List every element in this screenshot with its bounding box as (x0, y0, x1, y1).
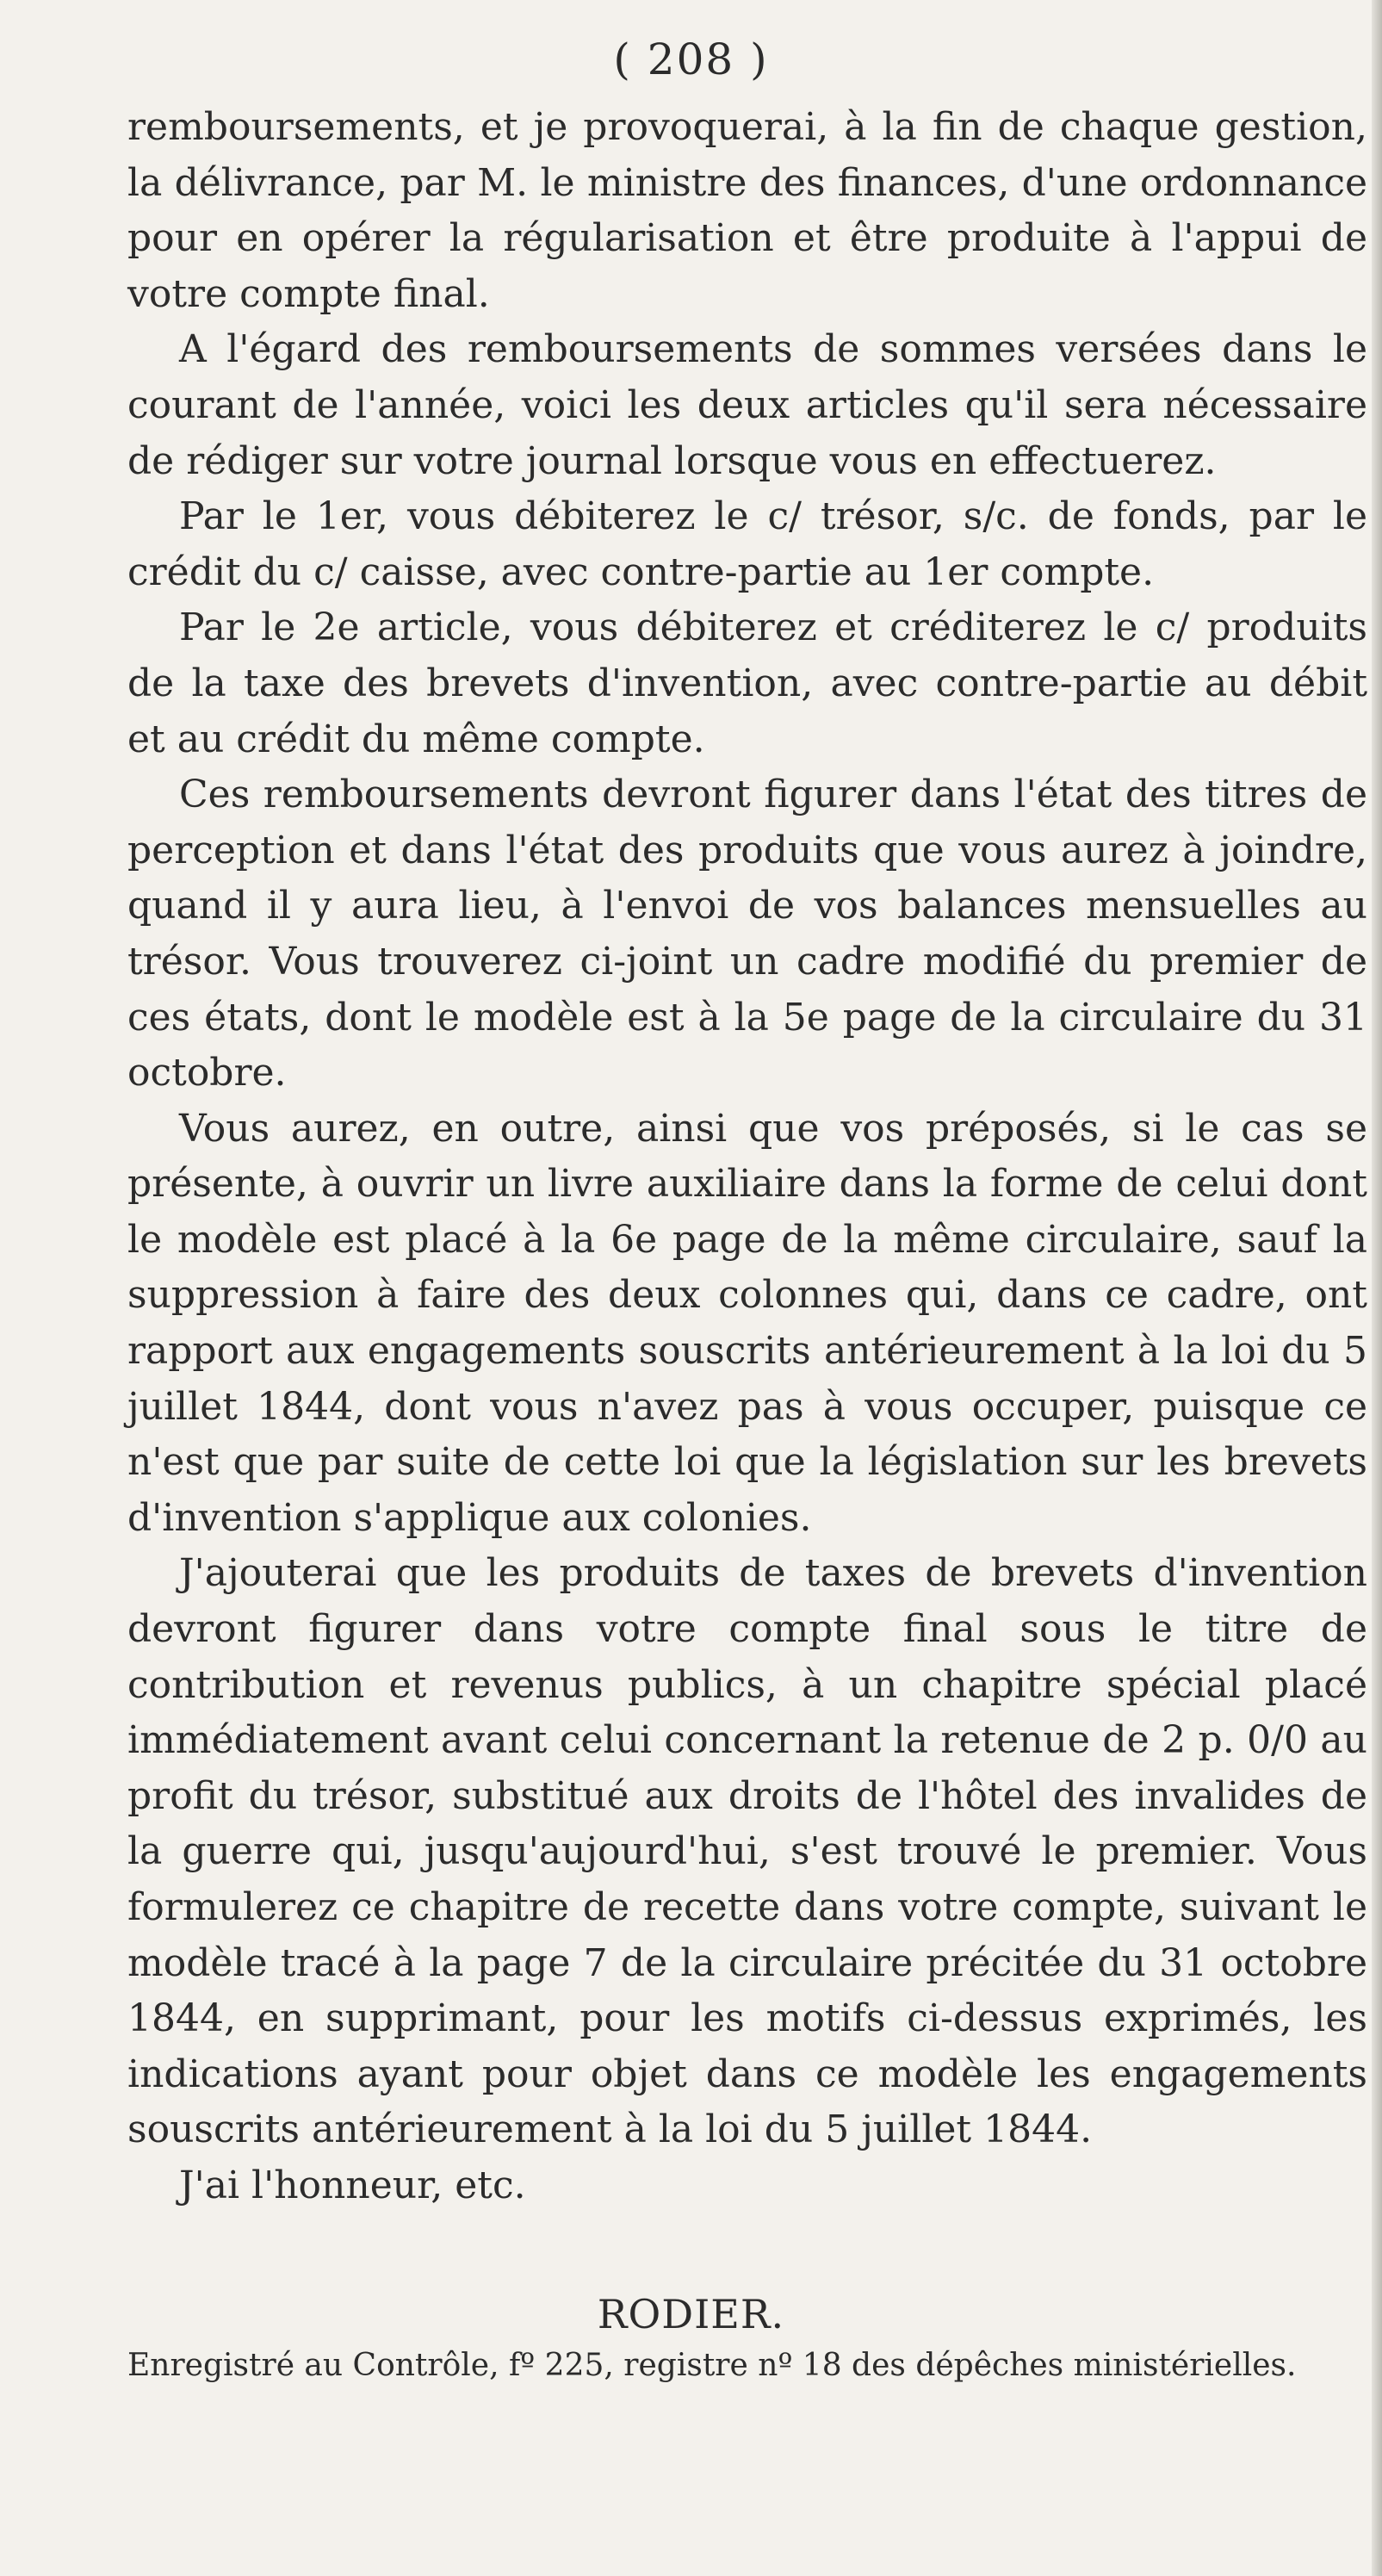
signature: RODIER. (597, 2291, 785, 2337)
body-text (127, 100, 1367, 2214)
paragraph-5: Ces remboursements devront figurer dans l'état des titres de perception et dans l'état des produits que vous aurez à joindre, quand il y aura lieu, à l'envoi de vos balances mensuelles au trésor. Vous trouverez ci-joint un cadre modifié du premier de ces états, dont le modèle est à la 5e page de la circulaire du 31 octobre. (127, 773, 1367, 1096)
page-edge-shadow (1372, 0, 1382, 2576)
paragraph-2: A l'égard des remboursements de sommes versées dans le courant de l'année, voici les deux articles qu'il sera nécessaire de rédiger sur votre journal lorsque vous en effectuerez. (127, 327, 1367, 483)
registry-note: Enregistré au Contrôle, fº 225, registre nº 18 des dépêches ministérielles. (127, 2348, 1297, 2383)
paragraph-7: J'ajouterai que les produits de taxes de brevets d'invention devront figurer dans votre compte final sous le titre de contribution et revenus publics, à un chapitre spécial placé immédiatement avant celui concernant la retenue de 2 p. 0/0 au profit du trésor, substitué aux droits de l'hôtel des invalides de la guerre qui, jusqu'aujourd'hui, s'est trouvé le premier. Vous formulerez ce chapitre de recette dans votre compte, suivant le modèle tracé à la page 7 de la circulaire précitée du 31 octobre 1844, en supprimant, pour les motifs ci-dessus exprimés, les indications ayant pour objet dans ce modèle les engagements souscrits antérieurement à la loi du 5 juillet 1844. (127, 1551, 1367, 2152)
paragraph-1: remboursements, et je provoquerai, à la fin de chaque gestion, la délivrance, par M. le ministre des finances, d'une ordonnance pour en opérer la régularisation et être produite à l'appui de votre compte final. (127, 105, 1367, 316)
paragraph-4: Par le 2e article, vous débiterez et créditerez le c/ produits de la taxe des brevets d'invention, avec contre-partie au débit et au crédit du même compte. (127, 605, 1367, 761)
closing-formula: J'ai l'honneur, etc. (179, 2163, 526, 2207)
paragraph-3: Par le 1er, vous débiterez le c/ trésor, s/c. de fonds, par le crédit du c/ caisse, avec contre-partie au 1er compte. (127, 494, 1367, 594)
paragraph-6: Vous aurez, en outre, ainsi que vos préposés, si le cas se présente, à ouvrir un livre auxiliaire dans la forme de celui dont le modèle est placé à la 6e page de la même circulaire, sauf la suppression à faire des deux colonnes qui, dans ce cadre, ont rapport aux engagements souscrits antérieurement à la loi du 5 juillet 1844, dont vous n'avez pas à vous occuper, puisque ce n'est que par suite de cette loi que la législation sur les brevets d'invention s'applique aux colonies. (127, 1106, 1367, 1540)
page-number: ( 208 ) (613, 34, 769, 84)
